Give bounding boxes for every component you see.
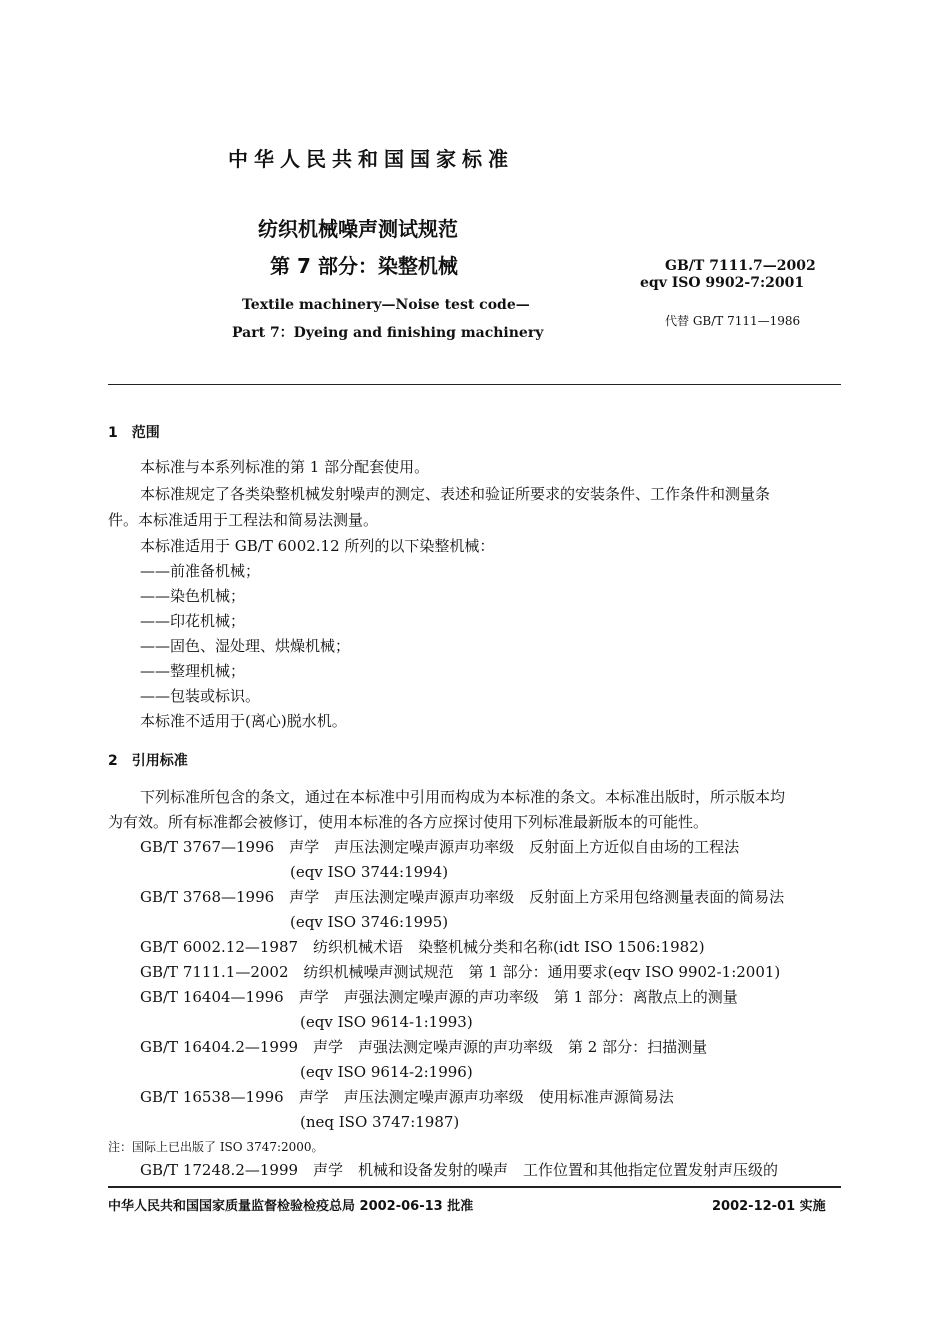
- reference-entry: GB/T 16404.2—1999 声学 声强法测定噪声源的声功率级 第 2 部分：扫描测量: [140, 1038, 708, 1056]
- section1-paragraph: 本标准与本系列标准的第 1 部分配套使用。: [140, 458, 430, 476]
- replaces-standard: 代替 GB/T 7111—1986: [665, 314, 801, 328]
- note: 注：国际上已出版了 ISO 3747:2000。: [108, 1140, 324, 1154]
- list-item: ——前准备机械；: [140, 562, 261, 580]
- list-item: ——固色、湿处理、烘燥机械；: [140, 637, 351, 655]
- reference-iso: (eqv ISO 3746:1995): [290, 913, 449, 931]
- reference-iso: (eqv ISO 9614-1:1993): [300, 1013, 473, 1031]
- list-item: ——整理机械；: [140, 662, 246, 680]
- list-item: ——包装或标识。: [140, 687, 261, 705]
- section2-heading: 2 引用标准: [108, 753, 188, 769]
- reference-entry: GB/T 16538—1996 声学 声压法测定噪声源声功率级 使用标准声源简易法: [140, 1088, 674, 1106]
- title-en-line1: Textile machinery—Noise test code—: [242, 297, 530, 313]
- title-cn-line2: 第 7 部分：染整机械: [270, 254, 458, 278]
- section1-heading: 1 范围: [108, 425, 160, 441]
- reference-iso: (eqv ISO 9614-2:1996): [300, 1063, 473, 1081]
- title-en-line2: Part 7：Dyeing and finishing machinery: [232, 325, 544, 341]
- section1-paragraph: 件。本标准适用于工程法和简易法测量。: [108, 511, 379, 529]
- reference-entry: GB/T 16404—1996 声学 声强法测定噪声源的声功率级 第 1 部分：离散点上的测量: [140, 988, 738, 1006]
- implementation-date: 2002-12-01 实施: [712, 1199, 826, 1214]
- footer-divider: [108, 1186, 841, 1188]
- iso-equivalence: eqv ISO 9902-7:2001: [640, 275, 805, 291]
- list-item: ——染色机械；: [140, 587, 246, 605]
- section2-paragraph: 为有效。所有标准都会被修订，使用本标准的各方应探讨使用下列标准最新版本的可能性。: [108, 813, 709, 831]
- standard-number: GB/T 7111.7—2002: [665, 258, 816, 274]
- reference-entry: GB/T 17248.2—1999 声学 机械和设备发射的噪声 工作位置和其他指定位置发射声压级的: [140, 1161, 779, 1179]
- reference-entry: GB/T 3768—1996 声学 声压法测定噪声源声功率级 反射面上方采用包络测量表面的简易法: [140, 888, 785, 906]
- reference-iso: (neq ISO 3747:1987): [300, 1113, 460, 1131]
- section1-paragraph: 本标准规定了各类染整机械发射噪声的测定、表述和验证所要求的安装条件、工作条件和测量条: [140, 485, 771, 503]
- national-standard-title: 中华人民共和国国家标准: [228, 147, 514, 171]
- reference-entry: GB/T 7111.1—2002 纺织机械噪声测试规范 第 1 部分：通用要求(eqv ISO 9902-1:2001): [140, 963, 781, 981]
- section1-paragraph: 本标准适用于 GB/T 6002.12 所列的以下染整机械：: [140, 537, 495, 555]
- header-divider: [108, 384, 841, 385]
- reference-entry: GB/T 3767—1996 声学 声压法测定噪声源声功率级 反射面上方近似自由场的工程法: [140, 838, 740, 856]
- reference-entry: GB/T 6002.12—1987 纺织机械术语 染整机械分类和名称(idt ISO 1506:1982): [140, 938, 705, 956]
- approval-info: 中华人民共和国国家质量监督检验检疫总局 2002-06-13 批准: [108, 1199, 474, 1214]
- title-cn-line1: 纺织机械噪声测试规范: [258, 217, 458, 241]
- section1-paragraph: 本标准不适用于(离心)脱水机。: [140, 712, 347, 730]
- section2-paragraph: 下列标准所包含的条文，通过在本标准中引用而构成为本标准的条文。本标准出版时，所示版本均: [140, 788, 786, 806]
- reference-iso: (eqv ISO 3744:1994): [290, 863, 449, 881]
- list-item: ——印花机械；: [140, 612, 246, 630]
